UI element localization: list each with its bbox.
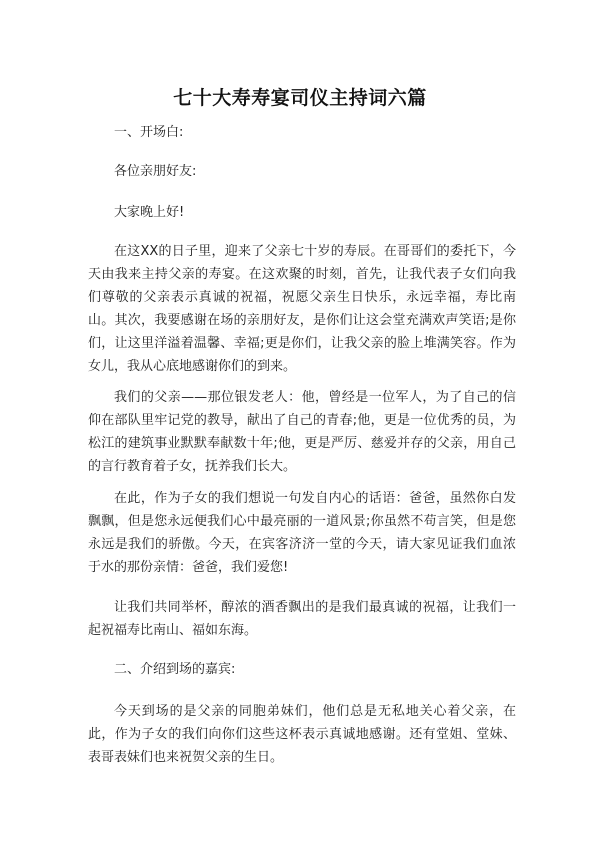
paragraph-welcome: 在这XX的日子里，迎来了父亲七十岁的寿辰。在哥哥们的委托下，今天由我来主持父亲的寿宴。在这欢聚的时刻，首先，让我代表子女们向我们尊敬的父亲表示真诚的祝福，祝愿父亲生日快乐，永远幸福，寿比南山。其次，我要感谢在场的亲朋好友，是你们让这会堂充满欢声笑语;是你们，让这里洋溢着温馨、幸福;更是你们，让我父亲的脸上堆满笑容。作为女儿，我从心底地感谢你们的到来。 bbox=[88, 244, 516, 374]
section-heading-opening: 一、开场白: bbox=[114, 125, 184, 140]
document-title: 七十大寿寿宴司仪主持词六篇 bbox=[173, 87, 427, 109]
paragraph-guests: 今天到场的是父亲的同胞弟妹们，他们总是无私地关心着父亲，在此，作为子女的我们向你们这些这杯表示真诚地感谢。还有堂姐、堂妹、表哥表妹们也来祝贺父亲的生日。 bbox=[88, 704, 516, 765]
paragraph-tribute: 在此，作为子女的我们想说一句发自内心的话语：爸爸，虽然你白发飘飘，但是您永远便我们心中最亮丽的一道风景;你虽然不苟言笑，但是您永远是我们的骄傲。今天，在宾客济济一堂的今天，请大家见证我们血浓于水的那份亲情：爸爸，我们爱您! bbox=[88, 491, 516, 575]
greeting-line: 各位亲朋好友: bbox=[114, 164, 197, 179]
paragraph-father: 我们的父亲——那位银发老人：他，曾经是一位军人，为了自己的信仰在部队里牢记党的教导，献出了自己的青春;他，更是一位优秀的员，为松江的建筑事业默默奉献数十年;他，更是严厉、慈爱并存的父亲，用自己的言行教育着子女，抚养我们长大。 bbox=[88, 390, 516, 474]
section-heading-guests: 二、介绍到场的嘉宾: bbox=[114, 662, 236, 677]
evening-greeting: 大家晚上好! bbox=[114, 205, 185, 220]
paragraph-toast: 让我们共同举杯，醇浓的酒香飘出的是我们最真诚的祝福，让我们一起祝福寿比南山、福如东海。 bbox=[88, 600, 516, 638]
